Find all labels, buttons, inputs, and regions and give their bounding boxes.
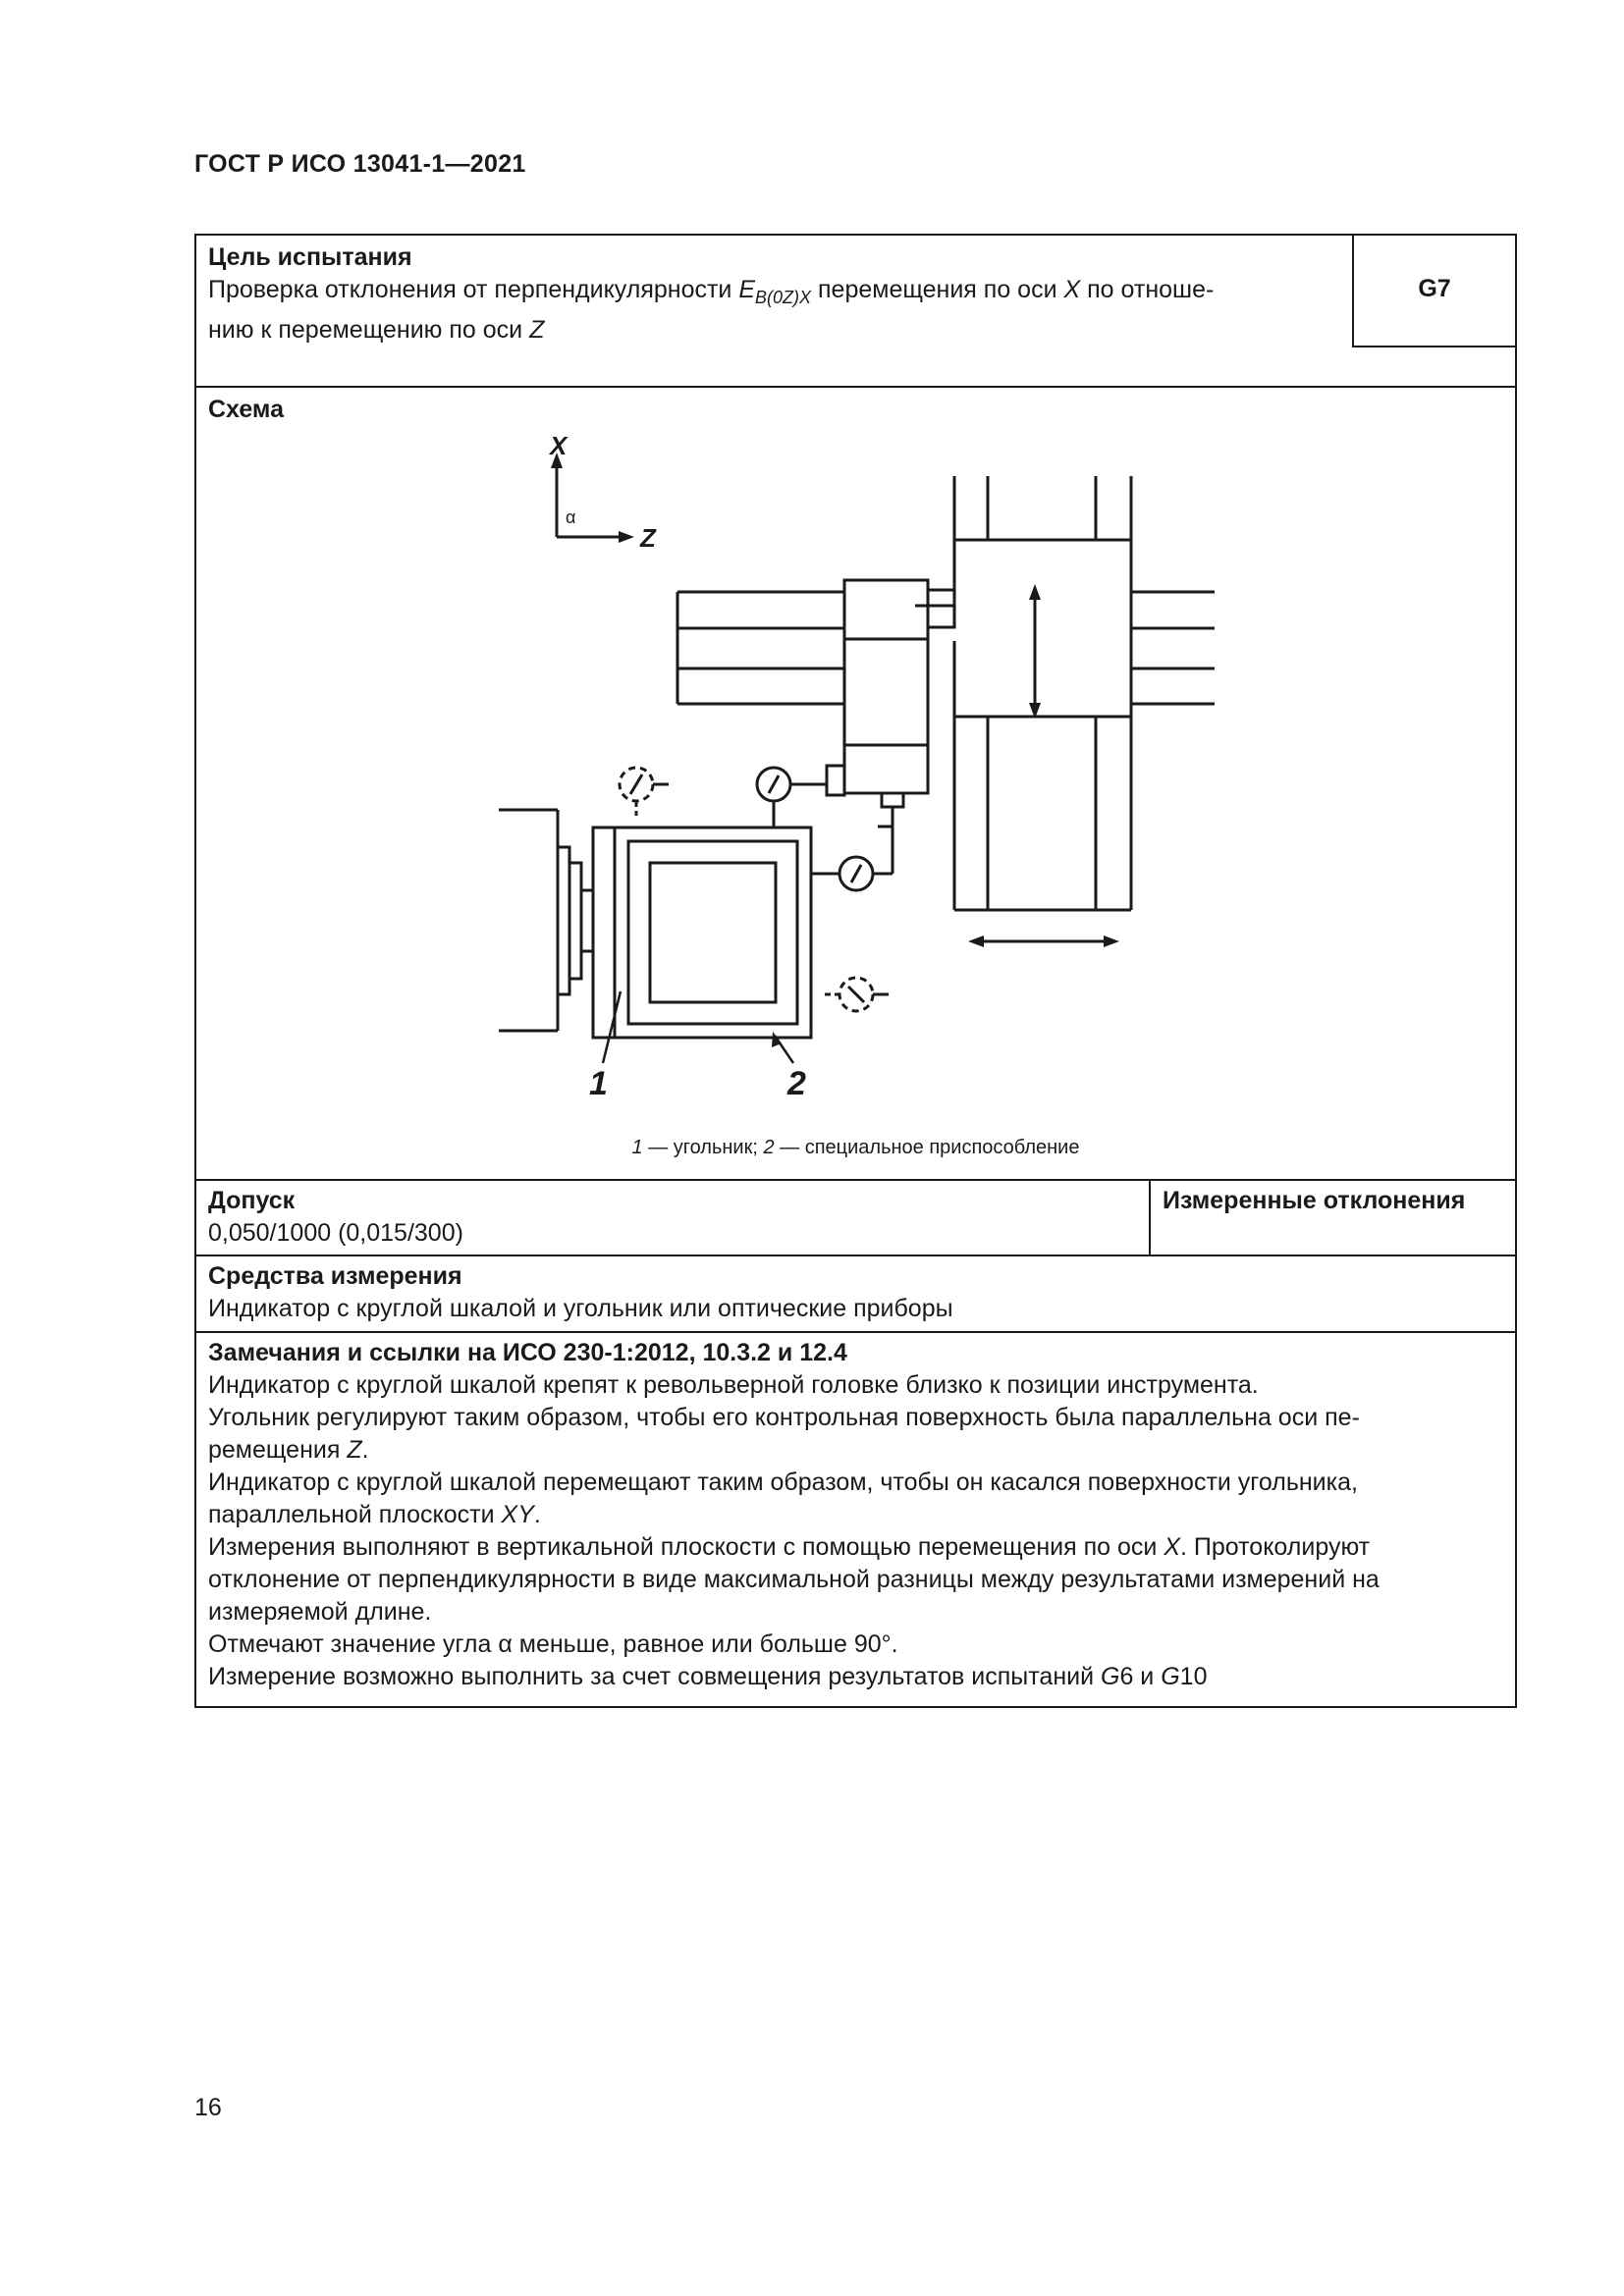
means-row <box>196 1256 1515 1333</box>
goal-line-1 <box>208 274 1539 314</box>
turret-left-stub <box>827 766 844 795</box>
caption-text-1: — угольник; <box>642 1137 764 1158</box>
test-code: G7 <box>1352 236 1515 347</box>
fixture-body <box>615 828 811 1038</box>
vertical-arrow-top <box>1029 584 1041 600</box>
caption-num-1: 1 <box>631 1137 643 1158</box>
tolerance-title: Допуск <box>208 1187 296 1214</box>
measured-deviations-title: Измеренные отклонения <box>1149 1181 1517 1255</box>
turret-connector <box>928 590 954 627</box>
turret-head <box>844 580 928 793</box>
angle-label: α <box>566 507 576 527</box>
tolerance-block <box>208 1185 463 1250</box>
tolerance-value: 0,050/1000 (0,015/300) <box>208 1219 463 1247</box>
fixture-left-plate <box>593 828 615 1038</box>
notes-block <box>208 1337 1509 1693</box>
note-5: Отмечают значение угла α меньше, равное или больше 90°. <box>208 1630 898 1658</box>
notes-title: Замечания и ссылки на ИСО 230-1:2012, 10.3.2 и 12.4 <box>208 1339 847 1366</box>
scheme-title: Схема <box>208 396 284 423</box>
horizontal-arrow-right <box>1104 935 1119 947</box>
dial-needle-2 <box>769 775 779 793</box>
goal-text-c: по отноше- <box>1080 276 1215 303</box>
test-sheet <box>194 234 1517 1708</box>
scheme-diagram <box>196 388 1515 1179</box>
goal-axis-z: Z <box>529 316 545 344</box>
document-header: ГОСТ Р ИСО 13041-1—2021 <box>194 150 526 178</box>
square-inner <box>650 863 776 1002</box>
tolerance-row <box>196 1181 1515 1256</box>
caption-text-2: — специальное приспособление <box>774 1137 1080 1158</box>
goal-text-a: Проверка отклонения от перпендикулярности <box>208 276 739 303</box>
means-title: Средства измерения <box>208 1262 462 1290</box>
dial-needle-4 <box>848 987 864 1002</box>
label-square: 1 <box>589 1065 608 1102</box>
scheme-row <box>196 388 1515 1181</box>
goal-axis-x: X <box>1063 276 1081 303</box>
note-6: Измерение возможно выполнить за счет совмещения результатов испытаний G6 и G10 <box>208 1663 1208 1690</box>
note-3: Индикатор с круглой шкалой перемещают таким образом, чтобы он касался поверхности угольника, параллельной плоскости XY. <box>208 1468 1358 1528</box>
note-1: Индикатор с круглой шкалой крепят к револьверной головке близко к позиции инструмента. <box>208 1371 1259 1399</box>
chuck-nose <box>581 890 593 951</box>
goal-text-d: нию к перемещению по оси <box>208 316 530 344</box>
goal-text-b: перемещения по оси <box>811 276 1064 303</box>
page-number: 16 <box>194 2094 222 2121</box>
leader-1 <box>603 991 621 1063</box>
note-2: Угольник регулируют таким образом, чтобы его контрольная поверхность была параллельна оси пе- ремещения Z. <box>208 1404 1360 1464</box>
goal-line-2 <box>208 314 1539 347</box>
square-outer <box>628 841 797 1024</box>
caption-num-2: 2 <box>763 1137 775 1158</box>
axis-x-label: X <box>550 431 568 460</box>
label-fixture: 2 <box>787 1065 806 1102</box>
goal-block <box>208 241 1539 347</box>
axis-z-arrow <box>619 531 634 543</box>
means-text: Индикатор с круглой шкалой и угольник или оптические приборы <box>208 1295 953 1322</box>
axis-z-label: Z <box>640 523 656 553</box>
chuck-plate <box>558 847 569 994</box>
note-4: Измерения выполняют в вертикальной плоскости с помощью перемещения по оси X. Протоколируют отклонение от перпендикулярности в виде максимальной разницы между результатами измерений на измеряемой длине. <box>208 1533 1380 1626</box>
turret-probe-holder <box>882 793 903 807</box>
dial-needle-1 <box>630 774 642 794</box>
goal-symbol: $E_{B(0Z)X}$ <box>738 276 812 307</box>
goal-row <box>196 236 1515 388</box>
scheme-caption <box>196 1137 1515 1159</box>
notes-row <box>196 1333 1515 1706</box>
chuck-step <box>569 863 581 979</box>
means-block <box>208 1260 953 1325</box>
horizontal-arrow-left <box>968 935 984 947</box>
goal-title: Цель испытания <box>208 243 412 271</box>
dial-needle-3 <box>851 865 861 882</box>
